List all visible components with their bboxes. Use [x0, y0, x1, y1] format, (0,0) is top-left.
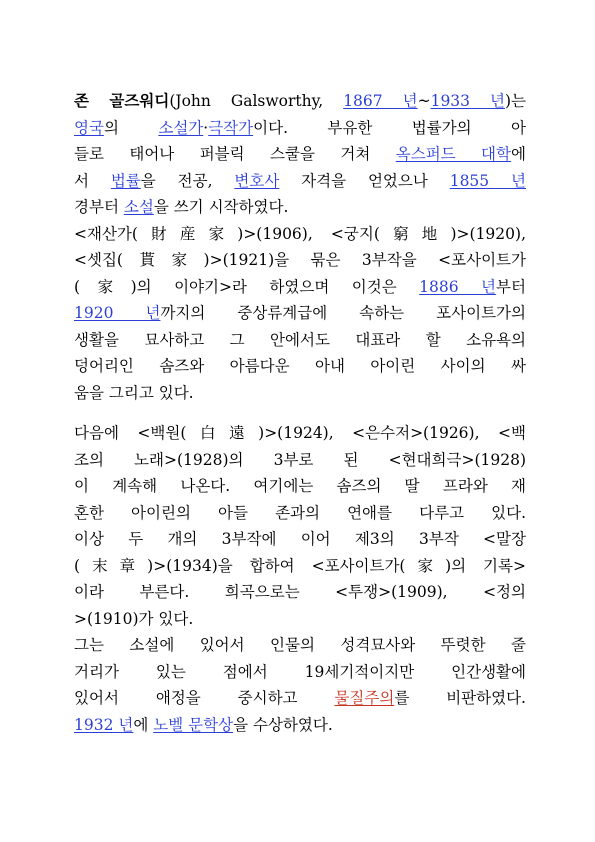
paragraph1-line-6 [74, 221, 526, 248]
link-1920-년[interactable]: 1920 년 [74, 304, 161, 322]
text-run: 조의 노래>(1928)의 3부로 된 <현대희극>(1928) [74, 450, 526, 469]
text-run: 움을 그리고 있다. [74, 383, 194, 402]
text-run: 의 [103, 118, 159, 137]
paragraph1-line-9 [74, 300, 526, 327]
text-run: 그는 소설에 있어서 인물의 성격묘사와 뚜렷한 줄 [74, 636, 526, 654]
paragraph1-line-5 [74, 194, 526, 221]
paragraph-2 [74, 420, 526, 738]
text-run: (John Galsworthy, [169, 92, 344, 110]
paragraph1-line-12 [74, 380, 526, 407]
paragraph1-line-1 [74, 88, 526, 115]
paragraph2-line-3 [74, 473, 526, 500]
text-run: 이다. 부유한 법률가의 아 [253, 118, 526, 137]
paragraph1-line-11 [74, 353, 526, 380]
link-극작가[interactable]: 극작가 [208, 118, 254, 137]
paragraph2-line-9 [74, 632, 526, 659]
paragraph2-line-10 [74, 659, 526, 686]
text-run: 부터 [496, 277, 526, 296]
paragraph-1 [74, 88, 526, 406]
paragraph2-line-12 [74, 712, 526, 739]
text-run: 이라 부른다. 희곡으로는 <투쟁>(1909), <정의 [74, 583, 526, 601]
link-1886-년[interactable]: 1886 년 [419, 277, 497, 296]
link-1933-년[interactable]: 1933 년 [430, 92, 505, 110]
paragraph1-line-2 [74, 115, 526, 142]
link-영국[interactable]: 영국 [74, 118, 104, 137]
text-run: 을 수상하였다. [233, 715, 333, 734]
text-run: 덩어리인 솜즈와 아름다운 아내 아이린 사이의 싸 [74, 357, 526, 375]
paragraph2-line-2 [74, 447, 526, 474]
paragraph1-line-10 [74, 327, 526, 354]
text-run: 까지의 중상류계급에 속하는 포사이트가의 [160, 304, 526, 322]
paragraph2-line-7 [74, 579, 526, 606]
paragraph2-line-8 [74, 606, 526, 633]
text-run: 을 전공, [140, 171, 235, 190]
text-run: 를 비판하였다. [394, 689, 526, 707]
link-1867-년[interactable]: 1867 년 [343, 92, 418, 110]
text-run: >(1910)가 있다. [74, 609, 194, 628]
text-run: (家)의 이야기>라 하였으며 이것은 [74, 277, 420, 296]
paragraph2-line-11 [74, 685, 526, 712]
text-run: (末章)>(1934)을 합하여 <포사이트가(家)의 기록> [74, 556, 526, 575]
paragraph1-line-4 [74, 168, 526, 195]
text-run: <재산가(財産家)>(1906), <궁지(窮地)>(1920), [74, 224, 526, 243]
text-run: 이상 두 개의 3부작에 이어 제3의 3부작 <말장 [74, 530, 526, 548]
text-run: 혼한 아이린의 아들 존과의 연애를 다루고 있다. [74, 503, 526, 522]
text-run: )는 [504, 92, 526, 110]
link-1855-년[interactable]: 1855 년 [449, 171, 526, 190]
paragraph1-line-7 [74, 247, 526, 274]
text-run: · [203, 118, 209, 137]
text-run: 서 [74, 171, 111, 190]
text-run: 을 쓰기 시작하였다. [153, 198, 289, 216]
text-run: 들로 태어나 퍼블릭 스쿨을 거쳐 [74, 145, 396, 163]
author-name: 존 골즈워디 [74, 91, 170, 110]
paragraph1-line-8 [74, 274, 526, 301]
link-법률[interactable]: 법률 [110, 171, 141, 190]
text-run: 에 [133, 715, 154, 734]
link-물질주의[interactable]: 물질주의 [334, 689, 395, 707]
text-run: 생활을 묘사하고 그 안에서도 대표라 할 소유욕의 [74, 330, 526, 349]
text-run: 경부터 [74, 198, 124, 216]
link-변호사[interactable]: 변호사 [234, 171, 280, 190]
text-run: 다음에 <백원(白遠)>(1924), <은수저>(1926), <백 [74, 424, 526, 442]
link-옥스퍼드-대학[interactable]: 옥스퍼드 대학 [395, 145, 512, 163]
text-run: <셋집(貰家)>(1921)을 묶은 3부작을 <포사이트가 [74, 251, 526, 269]
text-run: 에 [511, 145, 526, 163]
link-소설가[interactable]: 소설가 [158, 118, 204, 137]
link-1932-년[interactable]: 1932 년 [74, 715, 134, 734]
paragraph2-line-5 [74, 526, 526, 553]
paragraph2-line-6 [74, 553, 526, 580]
paragraph1-line-3 [74, 141, 526, 168]
text-run: 거리가 있는 점에서 19세기적이지만 인간생활에 [74, 662, 526, 681]
paragraph2-line-1 [74, 420, 526, 447]
text-run: ~ [417, 92, 431, 110]
paragraph2-line-4 [74, 500, 526, 527]
text-run: 있어서 애정을 중시하고 [74, 689, 335, 707]
text-run: 자격을 얻었으나 [279, 171, 450, 190]
text-run: 이 계속해 나온다. 여기에는 솜즈의 딸 프라와 재 [74, 477, 526, 495]
link-소설[interactable]: 소설 [123, 198, 154, 216]
link-노벨-문학상[interactable]: 노벨 문학상 [153, 715, 234, 734]
